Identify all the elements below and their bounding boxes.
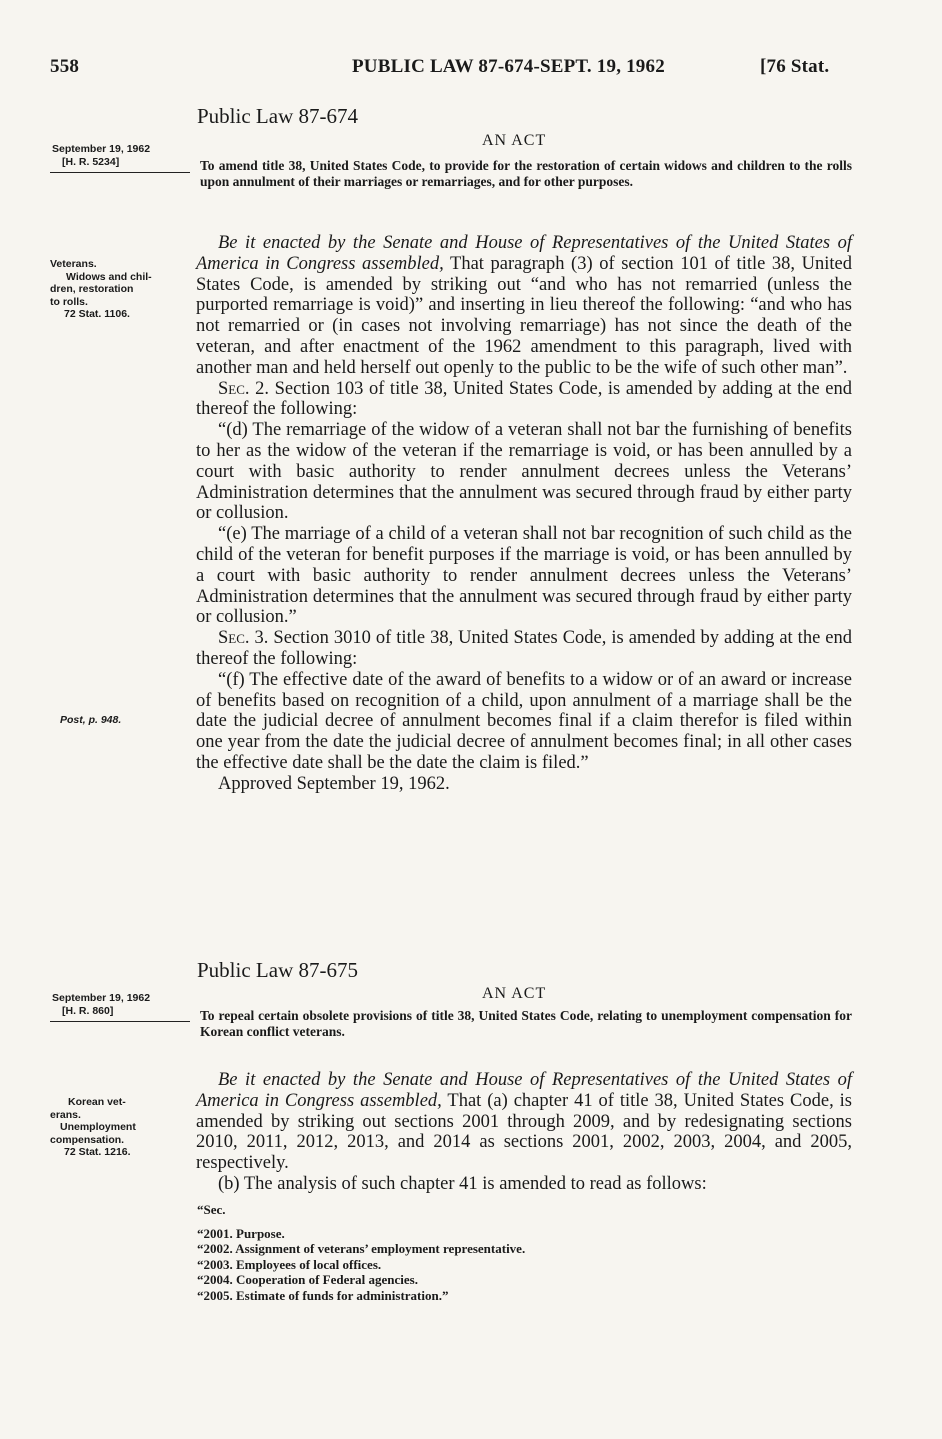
page-number: 558 <box>50 56 80 77</box>
law2-sec-b: (b) The analysis of such chapter 41 is amended to read as follows: <box>218 1173 707 1194</box>
law1-title: Public Law 87-674 <box>197 104 358 128</box>
law1-bill-number: [H. R. 5234] <box>62 156 120 168</box>
law1-sec2-d: “(d) The remarriage of the widow of a veteran shall not bar the furnishing of benefits to her as the widow of the veteran if the remarriage is void, or has been annulled by a court with basic authority to render annulment decrees unless the Veterans’ Administration determines that the annulment was secured through fraud by either party or collusion. <box>196 420 852 524</box>
law1-sec2-label: Sec. 2. <box>218 378 269 399</box>
law1-margin-line: Widows and chil- <box>66 270 152 283</box>
law1-sec2-text: Section 103 of title 38, United States Code, is amended by adding at the end thereof the following: <box>196 378 852 420</box>
law2-act-heading: AN ACT <box>482 985 547 1002</box>
statute-reference: [76 Stat. <box>760 56 830 77</box>
list-item: “2002. Assignment of veterans’ employment representative. <box>197 1241 526 1256</box>
chapter-analysis-list <box>197 1202 525 1303</box>
law2-date: September 19, 1962 <box>52 992 151 1004</box>
law1-approved: Approved September 19, 1962. <box>218 773 450 794</box>
law1-section-3 <box>196 628 852 670</box>
law1-date: September 19, 1962 <box>52 143 151 155</box>
law1-margin-line: Veterans. <box>50 258 97 270</box>
law1-purpose <box>200 158 852 190</box>
law1-margin-line: to rolls. <box>50 295 88 308</box>
list-item: “2001. Purpose. <box>197 1225 285 1241</box>
law1-sec3-text: Section 3010 of title 38, United States Code, is amended by adding at the end thereof the following: <box>196 628 852 669</box>
law2-purpose <box>200 1008 852 1040</box>
law1-sec3-margin-note: Post, p. 948. <box>60 714 122 726</box>
law1-section-2 <box>196 379 852 421</box>
law2-title: Public Law 87-675 <box>197 958 358 982</box>
list-item: “2005. Estimate of funds for administration.” <box>197 1287 449 1303</box>
law1-margin-line: 72 Stat. 1106. <box>64 308 130 320</box>
law1-sec3-label: Sec. 3. <box>218 628 269 649</box>
law1-purpose-text: To amend title 38, United States Code, to provide for the restoration of certain widows and children to the rolls upon annulment of their marriages or remarriages, and for other purposes. <box>200 158 852 189</box>
law2-margin-line: compensation. <box>50 1133 125 1146</box>
law1-body <box>196 233 852 795</box>
law2-margin-note <box>50 1096 170 1159</box>
law2-margin-line: Korean vet- <box>68 1096 126 1108</box>
law1-sec3-f: “(f) The effective date of the award of benefits to a widow or of an award or increase of benefits based on recognition of a child, upon annulment of a marriage shall be the date the judicial decree of annulment becomes final if a claim therefor is filed within one year from the date the judicial decree of annulment becomes final; in all other cases the effective date shall be the date the claim is filed.” <box>196 669 852 773</box>
law1-act-heading: AN ACT <box>482 132 547 149</box>
law2-bill-number: [H. R. 860] <box>62 1005 114 1017</box>
law2-sec-a-text: That (a) chapter 41 of title 38, United States Code, is amended by striking out sections 2001 through 2009, and by redesignating sections 2010, 2011, 2012, 2013, and 2014 as sections 2001, 2002, 2003, 2004, and 2005, respectively. <box>196 1090 852 1174</box>
law2-body <box>196 1070 852 1195</box>
law1-sec1-text: That paragraph (3) of section 101 of title 38, United States Code, is amended by striking out “and who has not remarried (unless the purported remarriage is void)” and inserting in lieu thereof the following: “and who has not remarried or (in cases not involving remarriage) has not since the death of the veteran, and after enactment of the 1962 amendment to this paragraph, lived with another man and held herself out openly to the public to be the wife of such other man”. <box>196 253 852 378</box>
law1-margin-line: dren, restoration <box>50 283 134 295</box>
law1-margin-note <box>50 258 170 321</box>
law1-date-rule <box>50 172 190 173</box>
list-item: “2003. Employees of local offices. <box>197 1256 382 1272</box>
law1-enacting-clause: Be it enacted by the Senate and House of Representatives of the United States of America in Congress assembled, <box>196 233 852 274</box>
law2-enacting-clause: Be it enacted by the Senate and House of Representatives of the United States of America in Congress assembled, <box>196 1070 852 1111</box>
law2-section-a <box>196 1070 852 1174</box>
law2-margin-line: 72 Stat. 1216. <box>64 1146 131 1158</box>
law2-margin-line: erans. <box>50 1108 81 1121</box>
law2-purpose-text: To repeal certain obsolete provisions of title 38, United States Code, relating to unemployment compensation for Korean conflict veterans. <box>200 1008 852 1039</box>
law2-margin-line: Unemployment <box>60 1121 136 1133</box>
law1-section-1 <box>196 233 852 379</box>
running-title: PUBLIC LAW 87-674-SEPT. 19, 1962 <box>352 56 665 77</box>
law2-date-rule <box>50 1021 190 1022</box>
law1-sec2-e: “(e) The marriage of a child of a veteran shall not bar recognition of such child as the child of the veteran for benefit purposes if the marriage is void, or has been annulled by a court with basic authority to render annulment decrees unless the Veterans’ Administration determines that the annulment was secured through fraud by either party or collusion.” <box>196 524 852 628</box>
list-item: “Sec. <box>197 1202 226 1217</box>
list-item: “2004. Cooperation of Federal agencies. <box>197 1272 418 1287</box>
